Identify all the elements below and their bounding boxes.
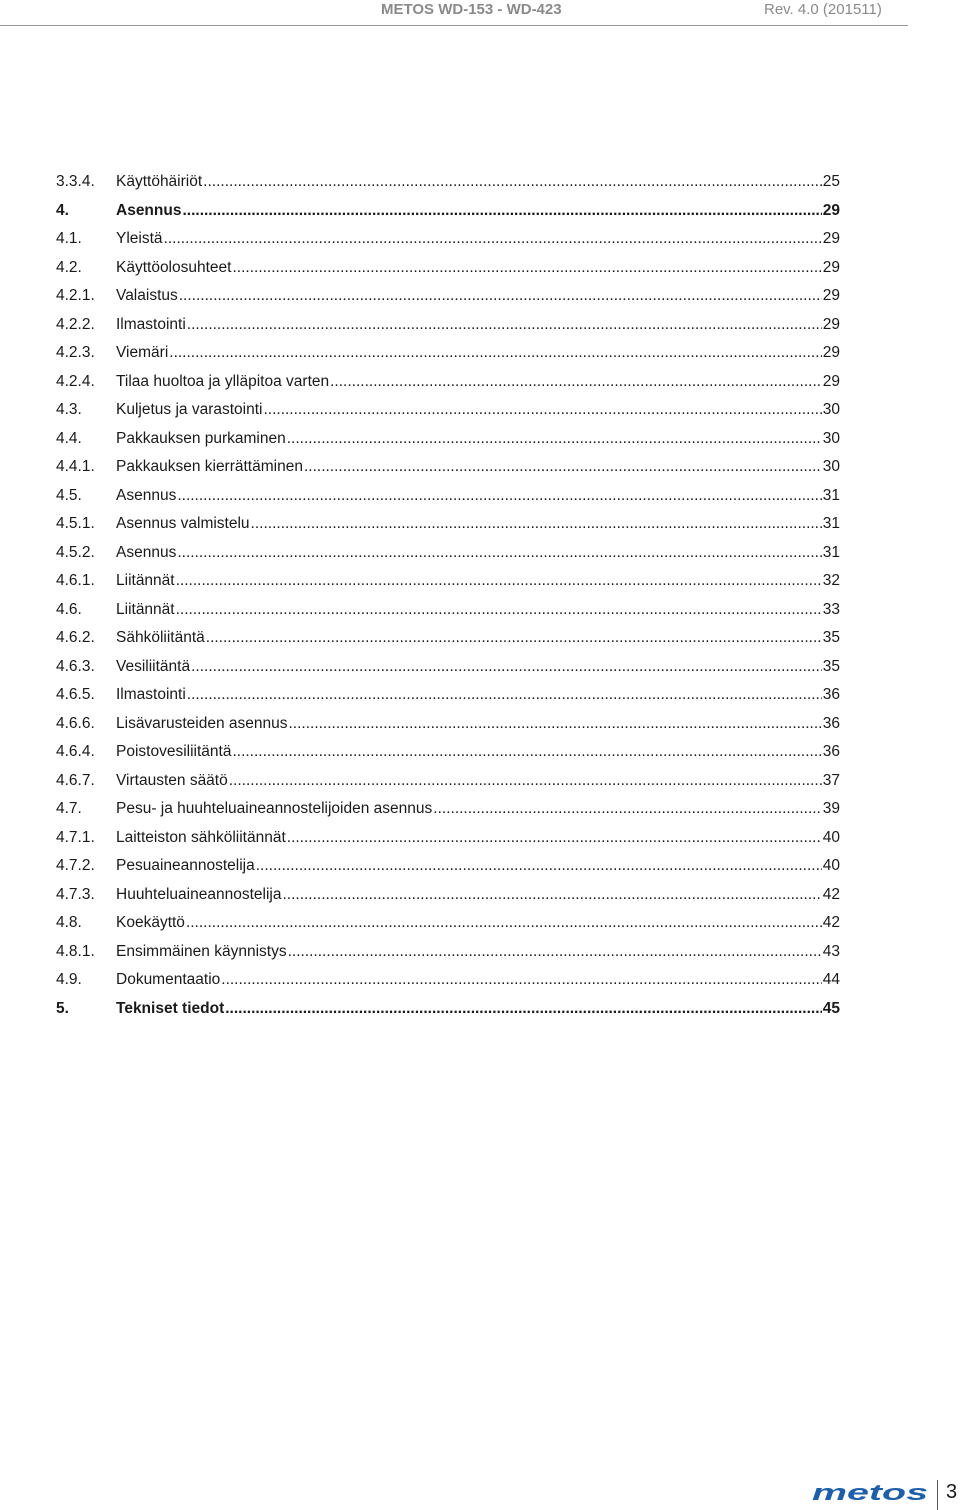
toc-entry-number: 4.1. xyxy=(56,230,82,247)
toc-entry-title: Valaistus xyxy=(116,287,178,304)
toc-entry-number: 4.8. xyxy=(56,914,82,931)
toc-entry-number: 4.6.6. xyxy=(56,714,95,732)
toc-entry-page: 31 xyxy=(822,486,840,504)
toc-entry-body xyxy=(116,225,840,254)
toc-entry-title: Sähköliitäntä xyxy=(116,629,205,646)
toc-entry-number: 4. xyxy=(56,201,69,219)
toc-entry-page: 31 xyxy=(822,515,840,532)
toc-entry[interactable] xyxy=(56,966,840,995)
toc-dot-leader xyxy=(282,881,821,910)
toc-entry[interactable] xyxy=(56,852,840,881)
toc-entry-page: 35 xyxy=(822,629,840,646)
toc-entry-title: Pesuaineannostelija xyxy=(116,857,255,874)
toc-entry-page: 30 xyxy=(822,401,840,418)
toc-entry-title: Käyttöhäiriöt xyxy=(116,173,203,190)
toc-entry-number: 3.3.4. xyxy=(56,173,95,190)
toc-entry-page: 29 xyxy=(822,372,840,390)
toc-dot-leader xyxy=(229,767,822,796)
table-of-contents xyxy=(56,168,840,1023)
toc-dot-leader xyxy=(182,197,821,226)
toc-dot-leader xyxy=(225,995,822,1024)
toc-dot-leader xyxy=(177,539,821,568)
toc-entry[interactable] xyxy=(56,938,840,967)
toc-entry-page: 29 xyxy=(822,258,840,276)
toc-entry-body xyxy=(116,311,840,340)
toc-entry[interactable] xyxy=(56,824,840,853)
toc-entry-number: 4.7. xyxy=(56,800,82,817)
toc-entry-title: Ilmastointi xyxy=(116,686,186,703)
toc-entry-body xyxy=(116,254,840,283)
toc-entry-page: 45 xyxy=(822,999,840,1017)
toc-entry-number: 4.6.3. xyxy=(56,657,95,675)
toc-entry-title: Huuhteluaineannostelija xyxy=(116,885,282,903)
toc-entry[interactable] xyxy=(56,197,840,226)
toc-entry-body xyxy=(116,197,840,226)
toc-entry-body xyxy=(116,681,840,710)
toc-entry-title: Koekäyttö xyxy=(116,914,185,931)
toc-entry-page: 42 xyxy=(822,885,840,903)
toc-entry-title: Yleistä xyxy=(116,230,163,247)
toc-dot-leader xyxy=(288,710,821,739)
toc-entry-page: 39 xyxy=(822,800,840,817)
toc-entry-body xyxy=(116,453,840,482)
toc-entry-title: Liitännät xyxy=(116,600,175,618)
toc-entry-number: 4.5.2. xyxy=(56,543,95,561)
toc-entry-title: Vesiliitäntä xyxy=(116,657,191,675)
toc-entry[interactable] xyxy=(56,738,840,767)
toc-entry-title: Pakkauksen kierrättäminen xyxy=(116,458,303,475)
toc-dot-leader xyxy=(330,368,822,397)
toc-entry-number: 4.4.1. xyxy=(56,458,95,475)
toc-entry-page: 44 xyxy=(822,971,840,988)
toc-entry-number: 4.2. xyxy=(56,258,82,276)
toc-entry-number: 4.6.4. xyxy=(56,743,95,760)
toc-entry[interactable] xyxy=(56,396,840,425)
toc-entry-title: Ensimmäinen käynnistys xyxy=(116,942,287,960)
toc-entry-number: 4.2.3. xyxy=(56,344,95,361)
toc-entry[interactable] xyxy=(56,254,840,283)
toc-entry-page: 35 xyxy=(822,657,840,675)
footer-divider xyxy=(937,1480,938,1510)
toc-entry-number: 4.6.1. xyxy=(56,572,95,589)
toc-entry-title: Asennus xyxy=(116,486,177,504)
toc-entry[interactable] xyxy=(56,653,840,682)
toc-entry-body xyxy=(116,168,840,197)
toc-entry-body xyxy=(116,539,840,568)
toc-entry-number: 4.7.1. xyxy=(56,828,95,846)
toc-dot-leader xyxy=(263,396,821,425)
toc-dot-leader xyxy=(221,966,821,995)
toc-entry-page: 33 xyxy=(822,600,840,618)
toc-entry[interactable] xyxy=(56,311,840,340)
toc-dot-leader xyxy=(232,254,821,283)
toc-dot-leader xyxy=(232,738,821,767)
toc-entry-page: 36 xyxy=(822,743,840,760)
toc-dot-leader xyxy=(203,168,822,197)
toc-entry-body xyxy=(116,368,840,397)
toc-entry-number: 4.6. xyxy=(56,600,82,618)
toc-entry-page: 30 xyxy=(822,429,840,447)
toc-entry[interactable] xyxy=(56,482,840,511)
page-number: 3 xyxy=(946,1481,958,1503)
toc-entry[interactable] xyxy=(56,795,840,824)
toc-entry[interactable] xyxy=(56,881,840,910)
toc-entry[interactable] xyxy=(56,596,840,625)
toc-entry-body xyxy=(116,624,840,653)
toc-entry[interactable] xyxy=(56,909,840,938)
toc-entry-title: Laitteiston sähköliitännät xyxy=(116,828,286,846)
toc-dot-leader xyxy=(176,596,822,625)
toc-entry-title: Käyttöolosuhteet xyxy=(116,258,232,276)
toc-entry-body xyxy=(116,339,840,368)
toc-entry-body xyxy=(116,909,840,938)
toc-entry-body xyxy=(116,282,840,311)
toc-entry[interactable] xyxy=(56,282,840,311)
toc-entry-body xyxy=(116,510,840,539)
toc-entry[interactable] xyxy=(56,767,840,796)
toc-entry-page: 36 xyxy=(822,686,840,703)
toc-entry-title: Pesu- ja huuhteluaineannostelijoiden asennus xyxy=(116,800,433,817)
toc-entry-title: Pakkauksen purkaminen xyxy=(116,429,286,447)
toc-entry-body xyxy=(116,425,840,454)
toc-entry-number: 4.5. xyxy=(56,486,82,504)
toc-dot-leader xyxy=(164,225,822,254)
toc-entry-page: 43 xyxy=(822,942,840,960)
toc-entry[interactable] xyxy=(56,425,840,454)
toc-entry[interactable] xyxy=(56,710,840,739)
toc-dot-leader xyxy=(179,282,822,311)
toc-entry-number: 4.2.2. xyxy=(56,315,95,333)
toc-entry-number: 4.4. xyxy=(56,429,82,447)
toc-entry-page: 29 xyxy=(822,287,840,304)
toc-entry-page: 29 xyxy=(822,315,840,333)
toc-entry[interactable] xyxy=(56,453,840,482)
toc-entry-number: 4.6.5. xyxy=(56,686,95,703)
toc-dot-leader xyxy=(187,311,822,340)
toc-entry-title: Dokumentaatio xyxy=(116,971,221,988)
toc-dot-leader xyxy=(169,339,821,368)
toc-entry[interactable] xyxy=(56,539,840,568)
toc-entry-page: 29 xyxy=(822,230,840,247)
toc-dot-leader xyxy=(256,852,822,881)
toc-entry[interactable] xyxy=(56,624,840,653)
toc-entry-page: 32 xyxy=(822,572,840,589)
toc-entry-body xyxy=(116,396,840,425)
toc-entry[interactable] xyxy=(56,168,840,197)
toc-entry-title: Liitännät xyxy=(116,572,175,589)
toc-entry-body xyxy=(116,653,840,682)
toc-entry-page: 37 xyxy=(822,771,840,789)
toc-entry-body xyxy=(116,482,840,511)
toc-entry-number: 4.5.1. xyxy=(56,515,95,532)
toc-entry-title: Tilaa huoltoa ja ylläpitoa varten xyxy=(116,372,330,390)
toc-entry-body xyxy=(116,852,840,881)
toc-dot-leader xyxy=(287,824,822,853)
toc-entry-title: Asennus valmistelu xyxy=(116,515,250,532)
toc-dot-leader xyxy=(191,653,822,682)
toc-entry-title: Poistovesiliitäntä xyxy=(116,743,232,760)
header-divider xyxy=(0,25,908,26)
toc-entry-number: 5. xyxy=(56,999,69,1017)
toc-entry-body xyxy=(116,767,840,796)
toc-dot-leader xyxy=(288,938,822,967)
toc-entry-page: 40 xyxy=(822,828,840,846)
toc-entry[interactable] xyxy=(56,339,840,368)
toc-entry[interactable] xyxy=(56,225,840,254)
toc-entry[interactable] xyxy=(56,567,840,596)
toc-entry-title: Kuljetus ja varastointi xyxy=(116,401,263,418)
svg-text:metos: metos xyxy=(812,1483,928,1503)
toc-entry-body xyxy=(116,738,840,767)
toc-dot-leader xyxy=(304,453,822,482)
toc-entry-number: 4.8.1. xyxy=(56,942,95,960)
metos-logo xyxy=(812,1483,930,1503)
toc-entry-page: 36 xyxy=(822,714,840,732)
toc-dot-leader xyxy=(251,510,822,539)
toc-entry-page: 42 xyxy=(822,914,840,931)
toc-dot-leader xyxy=(177,482,821,511)
revision-label: Rev. 4.0 (201511) xyxy=(764,1,882,18)
toc-entry-page: 29 xyxy=(822,344,840,361)
toc-entry-number: 4.7.2. xyxy=(56,857,95,874)
toc-entry-number: 4.2.4. xyxy=(56,372,95,390)
toc-entry-body xyxy=(116,710,840,739)
toc-entry-number: 4.3. xyxy=(56,401,82,418)
toc-dot-leader xyxy=(287,425,822,454)
toc-entry-body xyxy=(116,824,840,853)
page-header xyxy=(0,0,960,26)
toc-entry-body xyxy=(116,881,840,910)
toc-entry-number: 4.2.1. xyxy=(56,287,95,304)
toc-dot-leader xyxy=(186,909,822,938)
toc-entry-title: Asennus xyxy=(116,543,177,561)
toc-entry[interactable] xyxy=(56,995,840,1024)
toc-entry-body xyxy=(116,795,840,824)
toc-entry-body xyxy=(116,995,840,1024)
toc-entry-number: 4.6.2. xyxy=(56,629,95,646)
toc-dot-leader xyxy=(206,624,822,653)
toc-entry-title: Tekniset tiedot xyxy=(116,999,225,1017)
toc-entry-page: 29 xyxy=(822,201,840,219)
toc-entry[interactable] xyxy=(56,681,840,710)
toc-entry-number: 4.9. xyxy=(56,971,82,988)
document-title: METOS WD-153 - WD-423 xyxy=(381,1,562,18)
toc-entry-body xyxy=(116,966,840,995)
toc-entry-title: Viemäri xyxy=(116,344,169,361)
toc-entry-body xyxy=(116,596,840,625)
toc-dot-leader xyxy=(176,567,822,596)
toc-entry-title: Lisävarusteiden asennus xyxy=(116,714,288,732)
toc-entry-page: 31 xyxy=(822,543,840,561)
toc-entry-title: Virtausten säätö xyxy=(116,771,228,789)
toc-entry-number: 4.6.7. xyxy=(56,771,95,789)
toc-entry[interactable] xyxy=(56,510,840,539)
toc-entry-title: Asennus xyxy=(116,201,182,219)
toc-entry-body xyxy=(116,567,840,596)
toc-entry-page: 30 xyxy=(822,458,840,475)
toc-entry-number: 4.7.3. xyxy=(56,885,95,903)
toc-dot-leader xyxy=(187,681,822,710)
toc-entry-page: 25 xyxy=(822,173,840,190)
toc-dot-leader xyxy=(433,795,821,824)
toc-entry-body xyxy=(116,938,840,967)
toc-entry-title: Ilmastointi xyxy=(116,315,186,333)
toc-entry-page: 40 xyxy=(822,857,840,874)
toc-entry[interactable] xyxy=(56,368,840,397)
